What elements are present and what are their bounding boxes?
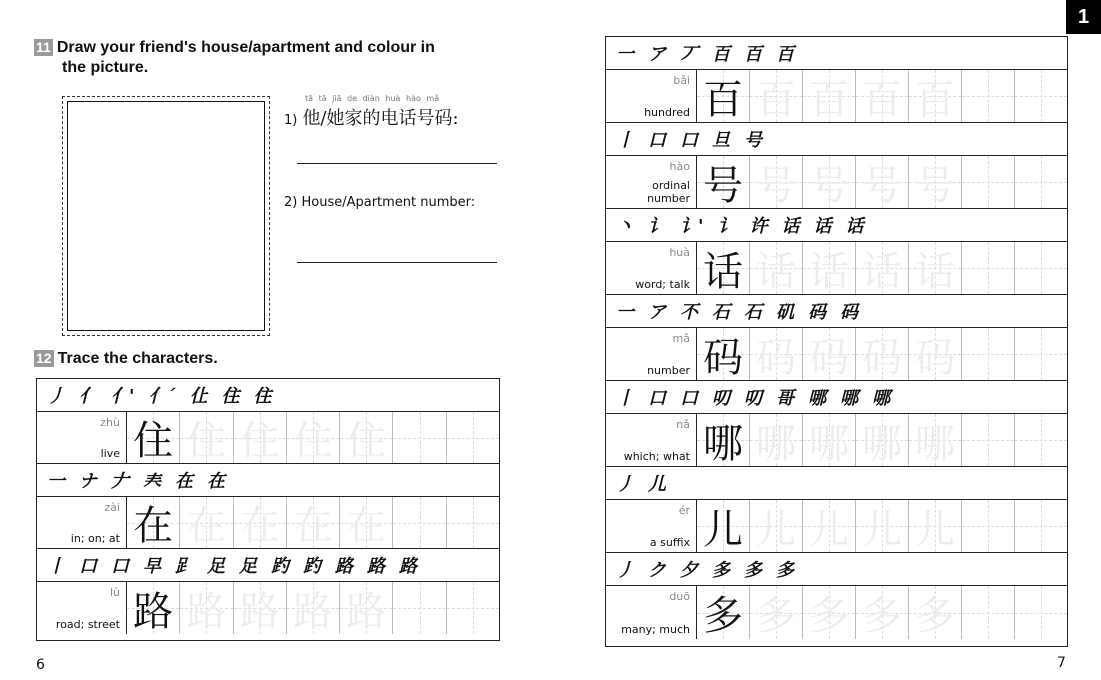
stroke-step: 丿 — [616, 560, 634, 581]
stroke-step: 丨 — [47, 556, 65, 577]
character-practice-row — [606, 586, 1067, 639]
stroke-step: 旦 — [712, 130, 730, 151]
stroke-step: 百 — [776, 44, 794, 65]
character-pinyin: hào — [669, 160, 690, 173]
stroke-order-row — [606, 209, 1067, 242]
character-meaning: hundred — [644, 106, 690, 119]
trace-character: 百 — [915, 76, 955, 123]
trace-character: 儿 — [809, 506, 849, 553]
question-2-label: 2) House/Apartment number: — [284, 195, 476, 210]
blank-practice-box[interactable] — [962, 70, 1015, 122]
model-character-box — [127, 582, 180, 634]
trace-character-box[interactable] — [856, 156, 909, 208]
blank-practice-box[interactable] — [962, 414, 1015, 466]
character-practice-row — [37, 582, 499, 634]
blank-practice-box[interactable] — [447, 582, 499, 634]
trace-character: 话 — [862, 248, 902, 295]
character-pinyin: zài — [104, 501, 120, 514]
trace-character: 哪 — [915, 420, 955, 467]
stroke-order-row — [606, 123, 1067, 156]
trace-character: 百 — [756, 76, 796, 123]
stroke-step: 一 — [616, 44, 634, 65]
trace-character-box[interactable] — [909, 328, 962, 380]
character-meaning: in; on; at — [70, 532, 120, 545]
section-12-number: 12 — [36, 350, 52, 366]
trace-character-box[interactable] — [750, 242, 803, 294]
character-meaning: number — [647, 364, 690, 377]
character-pinyin: ér — [678, 504, 690, 517]
stroke-step: 多 — [712, 560, 730, 581]
trace-character-box[interactable] — [750, 586, 803, 639]
trace-character: 多 — [862, 593, 902, 639]
trace-character-box[interactable] — [750, 414, 803, 466]
blank-practice-box[interactable] — [1015, 156, 1067, 208]
stroke-step: 许 — [749, 216, 768, 237]
blank-practice-box[interactable] — [393, 582, 446, 634]
trace-character-box[interactable] — [750, 70, 803, 122]
stroke-step: 话 — [845, 216, 864, 237]
model-character-box — [697, 70, 750, 122]
stroke-step: 码 — [840, 302, 858, 323]
stroke-step: 哥 — [776, 388, 794, 409]
trace-character: 多 — [756, 593, 796, 639]
trace-character: 路 — [186, 588, 227, 635]
stroke-step: 住 — [221, 386, 240, 407]
blank-practice-box[interactable] — [447, 412, 499, 463]
stroke-step: 口 — [680, 130, 698, 151]
trace-character-box[interactable] — [234, 582, 287, 634]
stroke-step: 趵 — [303, 556, 321, 577]
stroke-step: 趵 — [271, 556, 289, 577]
stroke-step: 号 — [744, 130, 762, 151]
trace-character: 号 — [862, 162, 902, 209]
trace-character-box[interactable] — [909, 586, 962, 639]
stroke-step: 百 — [744, 44, 762, 65]
trace-character: 百 — [862, 76, 902, 123]
blank-practice-box[interactable] — [962, 500, 1015, 552]
character-label-cell — [606, 586, 697, 639]
model-character: 哪 — [703, 420, 743, 467]
blank-practice-box[interactable] — [447, 497, 499, 548]
question-1-number: 1) — [284, 113, 298, 128]
character-label-cell — [606, 242, 697, 294]
model-character: 百 — [703, 76, 743, 123]
stroke-step: 话 — [813, 216, 832, 237]
page-number-left: 6 — [36, 657, 45, 673]
trace-character: 路 — [292, 588, 333, 635]
stroke-order-row — [37, 549, 499, 582]
trace-character-box[interactable] — [909, 500, 962, 552]
blank-practice-box[interactable] — [962, 328, 1015, 380]
section-12-title: Trace the characters. — [57, 350, 218, 367]
stroke-step: 叨 — [712, 388, 730, 409]
model-character-box — [697, 242, 750, 294]
stroke-step: ク — [648, 560, 666, 581]
question-2-answer-line[interactable] — [297, 262, 497, 263]
trace-character-box[interactable] — [287, 412, 340, 463]
trace-character-box[interactable] — [856, 500, 909, 552]
stroke-step: 在 — [175, 471, 193, 492]
trace-table-left — [36, 378, 500, 641]
trace-character-box[interactable] — [750, 328, 803, 380]
character-pinyin: lù — [109, 586, 120, 599]
stroke-step: 一 — [47, 471, 65, 492]
trace-character: 话 — [809, 248, 849, 295]
trace-character: 儿 — [756, 506, 796, 553]
trace-character-box[interactable] — [340, 497, 393, 548]
model-character-box — [127, 497, 180, 548]
stroke-step: 多 — [744, 560, 762, 581]
character-pinyin: huà — [669, 246, 690, 259]
stroke-order-row — [606, 553, 1067, 586]
character-meaning: ordinal number — [647, 179, 690, 205]
blank-practice-box[interactable] — [962, 242, 1015, 294]
trace-character-box[interactable] — [287, 582, 340, 634]
character-practice-row — [606, 156, 1067, 209]
question-1-answer-line[interactable] — [297, 163, 497, 164]
trace-character: 码 — [809, 334, 849, 381]
trace-character-box[interactable] — [234, 497, 287, 548]
character-meaning: many; much — [621, 623, 690, 636]
question-1-pinyin: tā tā jiā de diàn huà hào mǎ — [305, 94, 440, 103]
trace-character-box[interactable] — [856, 328, 909, 380]
stroke-step: 路 — [367, 556, 385, 577]
character-pinyin: duō — [669, 590, 690, 603]
character-label-cell — [37, 497, 127, 548]
stroke-step: 丆 — [680, 44, 698, 65]
trace-character-box[interactable] — [340, 582, 393, 634]
trace-character-box[interactable] — [803, 70, 856, 122]
stroke-step: 丶 — [616, 216, 634, 237]
character-practice-row — [606, 500, 1067, 553]
section-11-title-line1: Draw your friend's house/apartment and colour in — [56, 39, 435, 56]
stroke-step: ア — [648, 302, 666, 323]
stroke-step: 足 — [239, 556, 257, 577]
trace-character-box[interactable] — [909, 414, 962, 466]
stroke-step: 亻ˊ — [148, 386, 176, 407]
trace-character: 路 — [239, 588, 280, 635]
stroke-step: 讠 — [717, 216, 736, 237]
stroke-step: 哪 — [840, 388, 858, 409]
stroke-step: 亻 — [79, 386, 97, 407]
trace-character-box[interactable] — [340, 412, 393, 463]
trace-character: 在 — [239, 503, 280, 549]
blank-practice-box[interactable] — [1015, 586, 1067, 639]
character-pinyin: bǎi — [673, 74, 690, 87]
trace-character-box[interactable] — [803, 156, 856, 208]
section-11-title — [34, 38, 504, 58]
character-label-cell — [606, 156, 697, 208]
stroke-step: 讠' — [680, 216, 704, 237]
trace-table-right — [605, 36, 1068, 647]
model-character-box — [697, 156, 750, 208]
trace-character: 路 — [346, 588, 387, 635]
model-character: 在 — [133, 503, 174, 549]
trace-character-box[interactable] — [287, 497, 340, 548]
trace-character-box[interactable] — [856, 70, 909, 122]
trace-character-box[interactable] — [180, 412, 233, 463]
stroke-step: 𧾷 — [175, 556, 193, 577]
stroke-step: 在 — [207, 471, 225, 492]
question-1-text: 他/她家的电话号码: — [302, 108, 459, 129]
stroke-step: ア — [648, 44, 666, 65]
stroke-step: 不 — [680, 302, 698, 323]
trace-character-box[interactable] — [180, 582, 233, 634]
blank-practice-box[interactable] — [962, 156, 1015, 208]
stroke-step: 口 — [79, 556, 97, 577]
character-label-cell — [606, 70, 697, 122]
trace-character: 码 — [756, 334, 796, 381]
stroke-step: 哪 — [808, 388, 826, 409]
character-pinyin: zhù — [100, 416, 120, 429]
trace-character: 号 — [756, 162, 796, 209]
character-meaning: a suffix — [649, 536, 690, 549]
character-practice-row — [37, 497, 499, 549]
stroke-step: ナ — [79, 471, 97, 492]
section-11-title-line2: the picture. — [62, 59, 149, 76]
model-character: 号 — [703, 162, 743, 209]
stroke-order-row — [606, 467, 1067, 500]
blank-practice-box[interactable] — [1015, 414, 1067, 466]
stroke-step: 百 — [712, 44, 730, 65]
blank-practice-box[interactable] — [393, 412, 446, 463]
stroke-step: 𡗗 — [143, 471, 161, 492]
model-character-box — [697, 500, 750, 552]
model-character-box — [127, 412, 180, 463]
stroke-step: 路 — [399, 556, 417, 577]
character-practice-row — [606, 70, 1067, 123]
trace-character: 话 — [915, 248, 955, 295]
trace-character: 哪 — [862, 420, 902, 467]
stroke-step: 儿 — [648, 474, 666, 495]
stroke-order-row — [37, 464, 499, 497]
blank-practice-box[interactable] — [1015, 242, 1067, 294]
trace-character: 住 — [346, 418, 387, 464]
stroke-step: 讠 — [648, 216, 666, 237]
stroke-step: 一 — [616, 302, 634, 323]
section-11-heading — [34, 38, 504, 78]
character-practice-row — [606, 242, 1067, 295]
trace-character: 在 — [186, 503, 227, 549]
character-meaning: road; street — [55, 618, 120, 631]
character-practice-row — [606, 328, 1067, 381]
trace-character: 码 — [915, 334, 955, 381]
stroke-step: 口 — [111, 556, 129, 577]
stroke-order-row — [606, 295, 1067, 328]
character-label-cell — [606, 414, 697, 466]
trace-character-box[interactable] — [750, 156, 803, 208]
trace-character: 号 — [809, 162, 849, 209]
stroke-step: 𠂇 — [111, 471, 129, 492]
character-meaning: which; what — [623, 450, 690, 463]
stroke-step: 丿 — [616, 474, 634, 495]
model-character: 住 — [133, 418, 174, 464]
trace-character: 码 — [862, 334, 902, 381]
trace-character-box[interactable] — [803, 328, 856, 380]
character-label-cell — [37, 582, 127, 634]
trace-character: 住 — [292, 418, 333, 464]
trace-character: 哪 — [809, 420, 849, 467]
blank-practice-box[interactable] — [962, 586, 1015, 639]
stroke-step: 多 — [776, 560, 794, 581]
trace-character-box[interactable] — [856, 242, 909, 294]
stroke-step: 仩 — [189, 386, 208, 407]
stroke-step: 丨 — [616, 130, 634, 151]
trace-character: 哪 — [756, 420, 796, 467]
character-pinyin: mǎ — [672, 332, 690, 345]
stroke-step: 石 — [712, 302, 730, 323]
character-pinyin: nǎ — [676, 418, 690, 431]
trace-character-box[interactable] — [750, 500, 803, 552]
character-meaning: word; talk — [635, 278, 690, 291]
trace-character-box[interactable] — [803, 242, 856, 294]
stroke-order-row — [606, 381, 1067, 414]
chapter-tab: 1 — [1066, 0, 1101, 34]
character-meaning: live — [100, 447, 120, 460]
model-character: 多 — [703, 593, 743, 639]
model-character-box — [697, 586, 750, 639]
stroke-order-row — [37, 379, 499, 412]
stroke-step: 丨 — [616, 388, 634, 409]
trace-character: 住 — [186, 418, 227, 464]
character-practice-row — [606, 414, 1067, 467]
trace-character-box[interactable] — [909, 242, 962, 294]
trace-character: 多 — [809, 593, 849, 639]
page-number-right: 7 — [1057, 655, 1066, 671]
drawing-area-frame — [62, 96, 270, 336]
trace-character-box[interactable] — [803, 414, 856, 466]
stroke-step: 丿 — [47, 386, 65, 407]
trace-character: 号 — [915, 162, 955, 209]
model-character: 儿 — [703, 506, 743, 553]
character-label-cell — [37, 412, 127, 463]
trace-character-box[interactable] — [803, 500, 856, 552]
stroke-step: 夕 — [680, 560, 698, 581]
trace-character-box[interactable] — [909, 70, 962, 122]
trace-character-box[interactable] — [234, 412, 287, 463]
trace-character-box[interactable] — [909, 156, 962, 208]
blank-practice-box[interactable] — [1015, 328, 1067, 380]
stroke-step: 矶 — [776, 302, 794, 323]
drawing-area[interactable] — [67, 101, 265, 331]
model-character: 话 — [703, 248, 743, 295]
question-1 — [284, 104, 459, 130]
trace-character: 多 — [915, 593, 955, 639]
model-character: 路 — [133, 588, 174, 635]
trace-character-box[interactable] — [180, 497, 233, 548]
model-character-box — [697, 328, 750, 380]
character-practice-row — [37, 412, 499, 464]
stroke-step: 码 — [808, 302, 826, 323]
trace-character: 在 — [346, 503, 387, 549]
section-12-heading — [34, 349, 218, 369]
trace-character: 儿 — [862, 506, 902, 553]
blank-practice-box[interactable] — [393, 497, 446, 548]
trace-character: 儿 — [915, 506, 955, 553]
trace-character-box[interactable] — [803, 586, 856, 639]
blank-practice-box[interactable] — [1015, 70, 1067, 122]
stroke-step: 口 — [648, 130, 666, 151]
character-label-cell — [606, 328, 697, 380]
trace-character: 住 — [239, 418, 280, 464]
trace-character-box[interactable] — [856, 586, 909, 639]
trace-character-box[interactable] — [856, 414, 909, 466]
blank-practice-box[interactable] — [1015, 500, 1067, 552]
stroke-step: 口 — [680, 388, 698, 409]
stroke-step: 足 — [207, 556, 225, 577]
trace-character: 百 — [809, 76, 849, 123]
model-character-box — [697, 414, 750, 466]
trace-character: 在 — [292, 503, 333, 549]
stroke-order-row — [606, 37, 1067, 70]
stroke-step: 石 — [744, 302, 762, 323]
character-label-cell — [606, 500, 697, 552]
trace-character: 话 — [756, 248, 796, 295]
stroke-step: 哪 — [872, 388, 890, 409]
stroke-step: 住 — [253, 386, 272, 407]
stroke-step: 亻' — [111, 386, 135, 407]
stroke-step: 话 — [781, 216, 800, 237]
stroke-step: 口 — [648, 388, 666, 409]
stroke-step: 叨 — [744, 388, 762, 409]
model-character: 码 — [703, 334, 743, 381]
stroke-step: 早 — [143, 556, 161, 577]
stroke-step: 路 — [335, 556, 353, 577]
section-11-number: 11 — [36, 39, 51, 55]
